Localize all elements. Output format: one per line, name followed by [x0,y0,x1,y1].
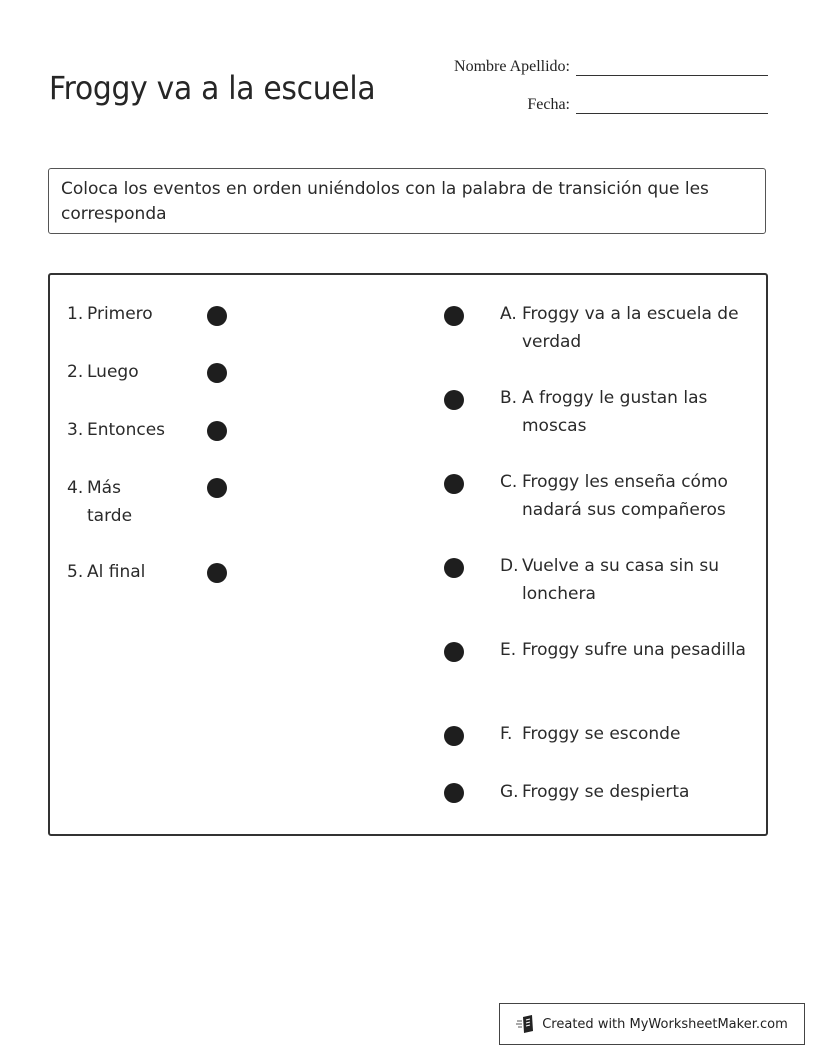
right-item [500,778,760,806]
item-text: Entonces [87,420,166,440]
footer-text: Created with MyWorksheetMaker.com [542,1016,788,1032]
left-item [67,300,177,328]
item-text: Froggy sufre una pesadilla [522,640,746,660]
item-text: Froggy se esconde [522,724,681,744]
item-text: Más tarde [87,478,133,526]
left-dot[interactable] [207,563,227,583]
item-text: Vuelve a su casa sin su lonchera [522,556,720,604]
item-letter: C. [500,472,518,492]
instructions-box: Coloca los eventos en orden uniéndolos con la palabra de transición que les corresponda [48,168,766,234]
left-item [67,474,147,530]
item-number: 2. [67,362,84,382]
item-text: Al final [87,562,146,582]
right-item [500,552,760,608]
right-item [500,468,760,524]
item-letter: F. [500,724,513,744]
left-dot[interactable] [207,306,227,326]
name-line[interactable] [576,53,768,76]
date-field [527,91,768,114]
item-text: Froggy se despierta [522,782,690,802]
matching-exercise [48,273,768,836]
item-text: Froggy va a la escuela de verdad [522,304,739,352]
item-text: A froggy le gustan las moscas [522,388,708,436]
left-dot[interactable] [207,478,227,498]
right-dot[interactable] [444,783,464,803]
item-number: 1. [67,304,84,324]
item-number: 3. [67,420,84,440]
right-dot[interactable] [444,726,464,746]
footer-badge[interactable] [499,1003,805,1045]
left-item [67,416,177,444]
right-dot[interactable] [444,390,464,410]
left-dot[interactable] [207,421,227,441]
right-dot[interactable] [444,558,464,578]
item-text: Primero [87,304,153,324]
page-title: Froggy va a la escuela [49,69,376,108]
right-dot[interactable] [444,306,464,326]
item-letter: G. [500,782,519,802]
item-number: 5. [67,562,84,582]
name-label: Nombre Apellido: [454,58,570,75]
left-item [67,558,177,586]
item-letter: B. [500,388,518,408]
right-item [500,300,760,356]
left-item [67,358,177,386]
date-line[interactable] [576,91,768,114]
item-letter: A. [500,304,517,324]
right-dot[interactable] [444,642,464,662]
right-item [500,384,760,440]
date-label: Fecha: [527,96,570,113]
right-item [500,636,760,664]
left-dot[interactable] [207,363,227,383]
name-field [454,53,768,76]
item-letter: E. [500,640,517,660]
right-item [500,720,760,748]
item-number: 4. [67,478,84,498]
item-text: Froggy les enseña cómo nadará sus compañeros [522,472,728,520]
item-letter: D. [500,556,519,576]
worksheet-logo-icon [516,1014,536,1034]
right-dot[interactable] [444,474,464,494]
item-text: Luego [87,362,139,382]
